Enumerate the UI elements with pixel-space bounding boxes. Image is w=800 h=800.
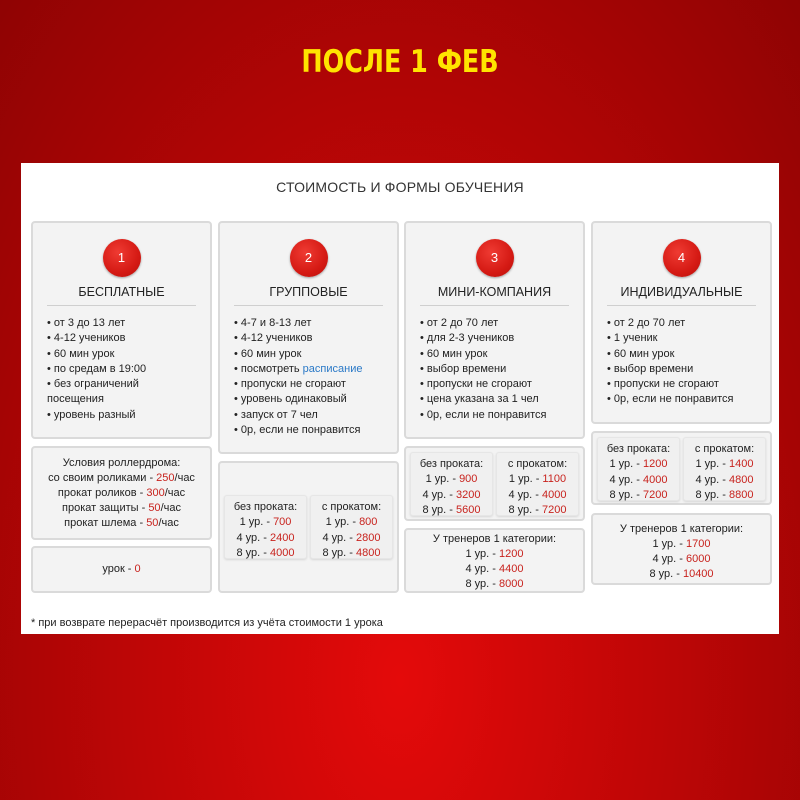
- divider: [234, 305, 383, 306]
- plan-card-free: [31, 221, 212, 439]
- price: 700: [273, 516, 292, 529]
- plan-title: БЕСПЛАТНЫЕ: [78, 285, 165, 299]
- with-rental-prices: с прокатом: 1 ур. - 1100 4 ур. - 4000 8 ур. - 7200: [496, 452, 579, 516]
- price: 3200: [456, 488, 481, 501]
- rink-conditions-card: [31, 446, 212, 540]
- plan-number-badge: 1: [103, 239, 141, 277]
- rink-row: прокат шлема - 50/час: [64, 517, 179, 529]
- price: 1100: [542, 473, 567, 486]
- individual-price-card: [591, 431, 772, 505]
- price: 8800: [729, 488, 754, 501]
- trainer-price-row: 1 ур. - 1200: [465, 548, 524, 560]
- price: 1700: [686, 538, 711, 550]
- feature-item: • 60 мин урок: [420, 347, 547, 362]
- price: 4800: [729, 473, 754, 486]
- lesson-price: урок - 0: [102, 563, 141, 575]
- price: 4400: [499, 563, 524, 575]
- price: 2400: [270, 531, 295, 544]
- plan-card-mini-company: [404, 221, 585, 439]
- trainer-price-title: У тренеров 1 категории:: [619, 523, 744, 535]
- feature-item: • 4-12 учеников: [47, 331, 146, 346]
- feature-item: • от 2 до 70 лет: [607, 316, 734, 331]
- feature-item: • 60 мин урок: [47, 347, 146, 362]
- lesson-price-card: [31, 546, 212, 593]
- feature-item: • выбор времени: [607, 362, 734, 377]
- plan-title: ГРУППОВЫЕ: [269, 285, 348, 299]
- feature-item: • выбор времени: [420, 362, 547, 377]
- price: 4000: [542, 488, 567, 501]
- pricing-sheet: [21, 163, 779, 634]
- schedule-link[interactable]: расписание: [302, 362, 363, 375]
- trainer-price-title: У тренеров 1 категории:: [432, 533, 557, 545]
- price: 250: [156, 472, 175, 484]
- price: 6000: [686, 553, 711, 565]
- plan-number-badge: 3: [476, 239, 514, 277]
- feature-list: [607, 316, 734, 408]
- price: 4800: [356, 546, 381, 559]
- feature-item: • запуск от 7 чел: [234, 408, 362, 423]
- mini-company-price-card: [404, 446, 585, 521]
- divider: [420, 305, 569, 306]
- trainer-price-row: 4 ур. - 4400: [465, 563, 524, 575]
- price: 1200: [499, 548, 524, 560]
- feature-item: • без ограничений: [47, 377, 146, 392]
- price: 7200: [542, 503, 567, 516]
- feature-item: • уровень разный: [47, 408, 146, 423]
- feature-item-continuation: посещения: [47, 393, 104, 406]
- divider: [607, 305, 756, 306]
- feature-item: • пропуски не сгорают: [234, 377, 362, 392]
- trainer-price-row: 1 ур. - 1700: [652, 538, 711, 550]
- plan-card-individual: [591, 221, 772, 424]
- plan-number-badge: 2: [290, 239, 328, 277]
- feature-item: • по средам в 19:00: [47, 362, 146, 377]
- price: 1400: [729, 458, 754, 471]
- without-rental-prices: без проката: 1 ур. - 900 4 ур. - 3200 8 ур. - 5600: [410, 452, 493, 516]
- feature-list: [47, 316, 146, 423]
- feature-item: • для 2-3 учеников: [420, 331, 547, 346]
- feature-item: • 60 мин урок: [234, 347, 362, 362]
- price: 8000: [499, 578, 524, 590]
- price: 5600: [456, 503, 481, 516]
- feature-item: • 4-12 учеников: [234, 331, 362, 346]
- price: 2800: [356, 531, 381, 544]
- price: 4000: [270, 546, 295, 559]
- feature-item: • посмотреть расписание: [234, 362, 362, 377]
- without-rental-prices: без проката: 1 ур. - 700 4 ур. - 2400 8 ур. - 4000: [224, 495, 307, 559]
- page-title: СТОИМОСТЬ И ФОРМЫ ОБУЧЕНИЯ: [276, 179, 524, 195]
- trainer-price-card: [404, 528, 585, 593]
- divider: [47, 305, 196, 306]
- price: 7200: [643, 488, 668, 501]
- with-rental-prices: с прокатом: 1 ур. - 800 4 ур. - 2800 8 ур. - 4800: [310, 495, 393, 559]
- footnote: * при возврате перерасчёт производится из учёта стоимости 1 урока: [31, 617, 383, 629]
- trainer-price-card: [591, 513, 772, 585]
- feature-item: • от 3 до 13 лет: [47, 316, 146, 331]
- plan-card-group: [218, 221, 399, 454]
- trainer-price-row: 8 ур. - 8000: [465, 578, 524, 590]
- plan-title: ИНДИВИДУАЛЬНЫЕ: [620, 285, 743, 299]
- feature-item: • уровень одинаковый: [234, 392, 362, 407]
- rink-row: со своим роликами - 250/час: [48, 472, 195, 484]
- feature-item: • 0р, если не понравится: [420, 408, 547, 423]
- feature-item: • 0р, если не понравится: [607, 392, 734, 407]
- price: 1200: [643, 458, 668, 471]
- price: 50: [146, 517, 159, 529]
- price: 800: [359, 516, 378, 529]
- rink-row: прокат роликов - 300/час: [57, 487, 186, 499]
- plan-number-badge: 4: [663, 239, 701, 277]
- feature-item: • 1 ученик: [607, 331, 734, 346]
- price: 4000: [643, 473, 668, 486]
- price: 10400: [682, 568, 714, 580]
- feature-item: • 60 мин урок: [607, 347, 734, 362]
- rink-conditions-title: Условия роллердрома:: [62, 457, 181, 469]
- price: 300: [146, 487, 165, 499]
- feature-item: • 0р, если не понравится: [234, 423, 362, 438]
- rink-row: прокат защиты - 50/час: [62, 502, 181, 514]
- promo-headline: ПОСЛЕ 1 ФЕВ: [301, 44, 499, 80]
- feature-item: • цена указана за 1 чел: [420, 392, 547, 407]
- feature-item: • от 2 до 70 лет: [420, 316, 547, 331]
- group-price-card: [218, 461, 399, 593]
- plan-title: МИНИ-КОМПАНИЯ: [437, 285, 552, 299]
- price: 900: [459, 473, 478, 486]
- price: 50: [148, 502, 161, 514]
- trainer-price-row: 4 ур. - 6000: [652, 553, 711, 565]
- feature-item: • пропуски не сгорают: [607, 377, 734, 392]
- feature-item: • 4-7 и 8-13 лет: [234, 316, 362, 331]
- trainer-price-row: 8 ур. - 10400: [649, 568, 714, 580]
- price: 0: [134, 563, 141, 575]
- feature-item: • пропуски не сгорают: [420, 377, 547, 392]
- feature-list: [234, 316, 362, 438]
- feature-list: [420, 316, 547, 423]
- without-rental-prices: без проката: 1 ур. - 1200 4 ур. - 4000 8 ур. - 7200: [597, 437, 680, 501]
- with-rental-prices: с прокатом: 1 ур. - 1400 4 ур. - 4800 8 ур. - 8800: [683, 437, 766, 501]
